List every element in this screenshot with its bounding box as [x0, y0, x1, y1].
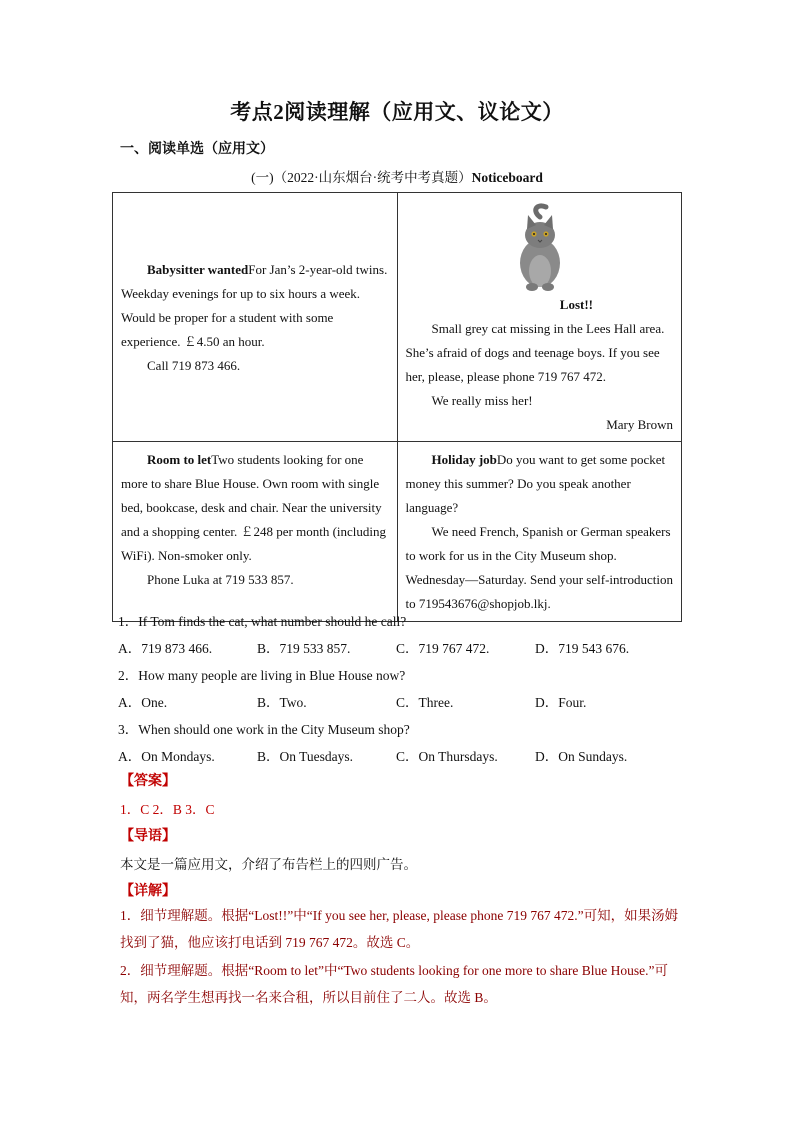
ad-holiday — [397, 442, 682, 622]
option: C．719 767 472. — [396, 641, 490, 656]
question-stem: 1．If Tom finds the cat, what number should he call? — [118, 614, 407, 629]
option: A．On Mondays. — [118, 749, 215, 764]
option: A．One. — [118, 695, 168, 710]
ad-room-head: Room to let — [147, 452, 212, 467]
page-title: 考点2阅读理解（应用文、议论文） — [230, 100, 564, 124]
ad-holiday-head: Holiday job — [431, 452, 497, 467]
ad-holiday-body2: We need French, Spanish or German speakers to work for us in the City Museum shop. Wednesday—Saturday. Send your self-introduction to 719543676@shopjob.lkj. — [405, 524, 673, 611]
cat-image — [506, 201, 572, 293]
answer-label: 【答案】 — [120, 774, 176, 789]
ad-room-body: Two students looking for one more to share Blue House. Own room with single bed, bookcase, desk and chair. Near the university and a shopping center. ￡248 per month (including WiFi). Non-smoker only. — [121, 452, 387, 563]
question-options — [118, 743, 698, 770]
source-prefix: (一)（2022·山东烟台·统考中考真题） — [251, 170, 472, 185]
detail-paragraph: 2．细节理解题。根据“Room to let”中“Two students looking for one more to share Blue House.”可知，两名学生想再找一名来合租，所以目前住了二人。故选 B。 — [120, 963, 668, 1005]
question-stem: 3．When should one work in the City Museum shop? — [118, 722, 410, 737]
option: B．Two. — [257, 695, 307, 710]
passage-source — [0, 166, 794, 186]
guide-label: 【导语】 — [120, 829, 176, 844]
option: D．On Sundays. — [535, 749, 628, 764]
option: A．719 873 466. — [118, 641, 213, 656]
option: D．Four. — [535, 695, 587, 710]
option: D．719 543 676. — [535, 641, 630, 656]
ad-lost-miss: We really miss her! — [431, 393, 533, 408]
ad-room — [113, 442, 398, 622]
questions — [118, 608, 698, 770]
option: C．On Thursdays. — [396, 749, 498, 764]
option: B．On Tuesdays. — [257, 749, 354, 764]
ad-lost-signature: Mary Brown — [606, 417, 673, 432]
ad-holiday-body: Do you want to get some pocket money this summer? Do you speak another language? — [405, 452, 666, 515]
detail-paragraph: 1．细节理解题。根据“Lost!!”中“If you see her, please, please phone 719 767 472.”可知，如果汤姆找到了猫，他应该打电话到 719 767 472。故选 C。 — [120, 908, 679, 950]
noticeboard-table — [112, 192, 682, 622]
option: B．719 533 857. — [257, 641, 351, 656]
question-options — [118, 635, 698, 662]
ad-babysitter-contact: Call 719 873 466. — [147, 358, 241, 373]
guide-text: 本文是一篇应用文，介绍了布告栏上的四则广告。 — [120, 857, 417, 872]
noticeboard-label: Noticeboard — [471, 170, 543, 185]
ad-lost-head: Lost!! — [559, 297, 593, 312]
ad-babysitter-head: Babysitter wanted — [147, 262, 249, 277]
question-stem: 2．How many people are living in Blue House now? — [118, 668, 406, 683]
answer-text: 1．C 2．B 3．C — [120, 802, 215, 817]
section-heading: 一、阅读单选（应用文） — [120, 142, 274, 157]
ad-lost — [397, 193, 682, 442]
ad-babysitter — [113, 193, 398, 442]
ad-babysitter-body: For Jan’s 2-year-old twins. Weekday evenings for up to six hours a week. Would be proper for a student with some experience. ￡4.50 an hour. — [121, 262, 388, 349]
option: C．Three. — [396, 695, 454, 710]
ad-lost-body: Small grey cat missing in the Lees Hall area. She’s afraid of dogs and teenage boys. If you see her, please, please phone 719 767 472. — [405, 321, 665, 384]
question-options — [118, 689, 698, 716]
detail-label: 【详解】 — [120, 884, 176, 899]
ad-room-contact: Phone Luka at 719 533 857. — [147, 572, 294, 587]
